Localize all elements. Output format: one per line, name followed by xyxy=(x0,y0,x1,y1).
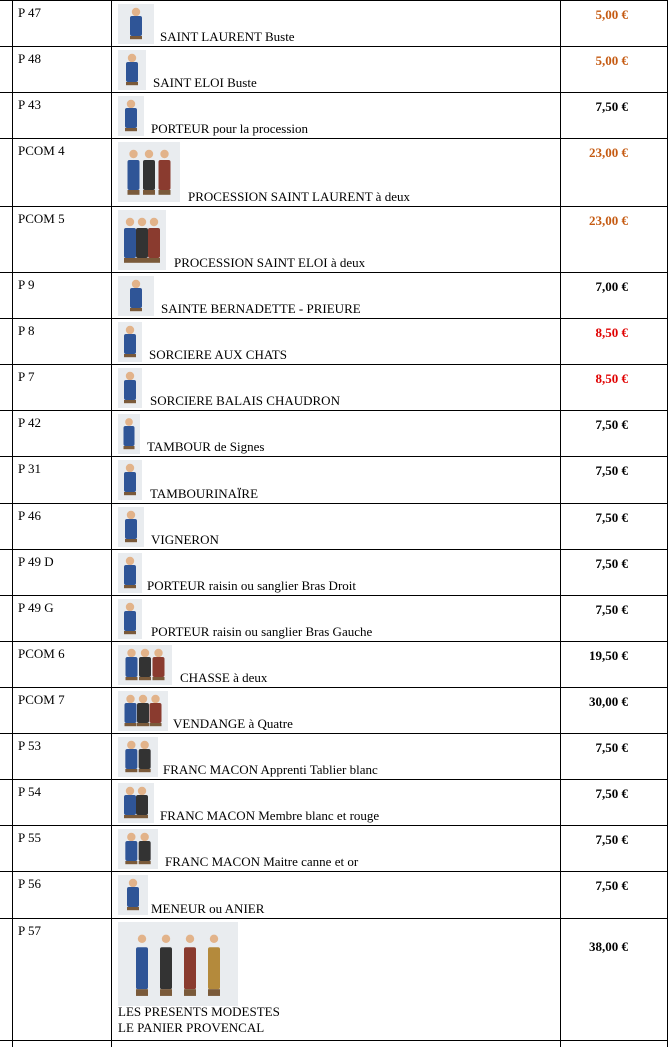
standing-figurine-icon xyxy=(118,599,142,644)
column-divider xyxy=(12,273,13,319)
table-row xyxy=(0,46,668,92)
column-divider xyxy=(12,826,13,872)
column-divider xyxy=(560,457,561,504)
group-figurine-icon xyxy=(118,691,168,736)
column-divider xyxy=(111,139,112,207)
product-code: P 53 xyxy=(18,738,41,753)
table-row xyxy=(0,825,668,871)
table-row xyxy=(0,410,668,456)
column-divider xyxy=(560,872,561,919)
column-divider xyxy=(12,93,13,139)
column-divider xyxy=(111,826,112,872)
product-label: MENEUR ou ANIER xyxy=(151,901,265,916)
group-figurine-icon xyxy=(118,142,180,207)
column-divider xyxy=(560,139,561,207)
column-divider xyxy=(12,919,13,1041)
pair-figurine-icon xyxy=(118,737,158,782)
product-price: 8,50 € xyxy=(595,325,628,340)
table-row xyxy=(0,92,668,138)
column-divider xyxy=(12,504,13,550)
table-row xyxy=(0,206,668,272)
seated-figurine-icon xyxy=(118,276,154,321)
column-divider xyxy=(111,457,112,504)
column-divider xyxy=(560,642,561,688)
column-divider xyxy=(560,1041,561,1047)
table-row xyxy=(0,641,668,687)
product-price: 7,50 € xyxy=(595,832,628,847)
standing-figurine-icon xyxy=(118,96,144,141)
product-code: P 47 xyxy=(18,5,41,20)
table-row xyxy=(0,733,668,779)
product-label: FRANC MACON Apprenti Tablier blanc xyxy=(163,762,378,777)
product-label: VIGNERON xyxy=(151,532,219,547)
column-divider xyxy=(111,47,112,93)
product-code: PCOM 7 xyxy=(18,692,65,707)
column-divider xyxy=(12,207,13,273)
table-row xyxy=(0,318,668,364)
product-price: 5,00 € xyxy=(595,7,628,22)
column-divider xyxy=(111,688,112,734)
table-row xyxy=(0,687,668,733)
standing-figurine-icon xyxy=(118,322,142,367)
column-divider xyxy=(12,734,13,780)
standing-figurine-icon xyxy=(118,368,142,413)
product-price: 30,00 € xyxy=(589,694,628,709)
column-divider xyxy=(12,550,13,596)
product-label: PROCESSION SAINT LAURENT à deux xyxy=(188,189,410,204)
product-label: SAINT ELOI Buste xyxy=(153,75,257,90)
product-price: 7,50 € xyxy=(595,417,628,432)
column-divider xyxy=(560,319,561,365)
column-divider xyxy=(560,596,561,642)
column-divider xyxy=(111,780,112,826)
product-price: 23,00 € xyxy=(589,213,628,228)
product-code: P 56 xyxy=(18,876,41,891)
product-code: P 49 D xyxy=(18,554,54,569)
column-divider xyxy=(560,47,561,93)
bust-figurine-icon xyxy=(118,4,154,49)
table-row xyxy=(0,503,668,549)
product-price: 7,50 € xyxy=(595,99,628,114)
column-divider xyxy=(111,319,112,365)
column-divider xyxy=(111,1,112,47)
product-price: 7,50 € xyxy=(595,556,628,571)
column-divider xyxy=(12,642,13,688)
product-price: 7,50 € xyxy=(595,463,628,478)
table-row xyxy=(0,0,668,46)
column-divider xyxy=(12,1041,13,1047)
column-divider xyxy=(111,872,112,919)
product-price: 19,50 € xyxy=(589,648,628,663)
product-label: SAINT LAURENT Buste xyxy=(160,29,295,44)
product-code: P 9 xyxy=(18,277,35,292)
product-code: P 43 xyxy=(18,97,41,112)
column-divider xyxy=(111,207,112,273)
column-divider xyxy=(560,826,561,872)
product-label: CHASSE à deux xyxy=(180,670,268,685)
product-code: P 54 xyxy=(18,784,41,799)
table-row xyxy=(0,456,668,503)
table-row xyxy=(0,549,668,595)
column-divider xyxy=(12,365,13,411)
standing-figurine-icon xyxy=(118,460,142,505)
product-code: P 31 xyxy=(18,461,41,476)
column-divider xyxy=(111,273,112,319)
column-divider xyxy=(111,919,112,1041)
product-price: 7,50 € xyxy=(595,510,628,525)
column-divider xyxy=(12,688,13,734)
product-code: P 46 xyxy=(18,508,41,523)
product-code: P 57 xyxy=(18,923,41,938)
column-divider xyxy=(111,93,112,139)
column-divider xyxy=(560,273,561,319)
product-label: FRANC MACON Membre blanc et rouge xyxy=(160,808,380,823)
product-code: PCOM 6 xyxy=(18,646,65,661)
column-divider xyxy=(560,550,561,596)
column-divider xyxy=(12,872,13,919)
product-code: P 8 xyxy=(18,323,35,338)
column-divider xyxy=(111,504,112,550)
column-divider xyxy=(12,457,13,504)
pair-figurine-icon xyxy=(118,783,154,828)
product-label: PORTEUR raisin ou sanglier Bras Droit xyxy=(147,578,357,593)
column-divider xyxy=(12,319,13,365)
column-divider xyxy=(560,207,561,273)
table-row xyxy=(0,272,668,318)
group-figurine-icon xyxy=(118,645,172,690)
product-code: P 55 xyxy=(18,830,41,845)
product-code: P 7 xyxy=(18,369,35,384)
product-price: 5,00 € xyxy=(595,53,628,68)
column-divider xyxy=(12,411,13,457)
column-divider xyxy=(111,1041,112,1047)
product-label: SORCIERE BALAIS CHAUDRON xyxy=(150,393,340,408)
product-label: PORTEUR pour la procession xyxy=(151,121,309,136)
product-label: SORCIERE AUX CHATS xyxy=(149,347,287,362)
product-code: P 48 xyxy=(18,51,41,66)
table-row xyxy=(0,871,668,918)
product-label: LES PRESENTS MODESTES xyxy=(118,1004,280,1019)
column-divider xyxy=(111,734,112,780)
standing-figurine-icon xyxy=(118,553,142,598)
product-price: 7,50 € xyxy=(595,786,628,801)
product-label: TAMBOURINAÏRE xyxy=(150,486,259,501)
bust-figurine-icon xyxy=(118,50,146,95)
column-divider xyxy=(111,365,112,411)
column-divider xyxy=(12,780,13,826)
product-code: P 42 xyxy=(18,415,41,430)
product-price: 38,00 € xyxy=(589,939,628,954)
column-divider xyxy=(560,365,561,411)
standing-figurine-icon xyxy=(118,875,148,920)
product-code: PCOM 5 xyxy=(18,211,65,226)
column-divider xyxy=(111,550,112,596)
column-divider xyxy=(560,780,561,826)
table-row xyxy=(0,364,668,410)
column-divider xyxy=(560,93,561,139)
group-figurine-icon xyxy=(118,210,166,275)
large-group-figurine-icon xyxy=(118,922,238,1011)
product-price: 7,50 € xyxy=(595,878,628,893)
product-label-line2: LE PANIER PROVENCAL xyxy=(118,1020,265,1035)
table-row xyxy=(0,779,668,825)
product-label: TAMBOUR de Signes xyxy=(147,439,265,454)
table-row xyxy=(0,595,668,641)
product-price: 7,00 € xyxy=(595,279,628,294)
column-divider xyxy=(12,1,13,47)
column-divider xyxy=(12,47,13,93)
column-divider xyxy=(12,139,13,207)
pair-figurine-icon xyxy=(118,829,158,874)
column-divider xyxy=(560,734,561,780)
standing-figurine-icon xyxy=(118,414,140,459)
column-divider xyxy=(560,411,561,457)
product-label: SAINTE BERNADETTE - PRIEURE xyxy=(161,301,361,316)
product-label: PORTEUR raisin ou sanglier Bras Gauche xyxy=(151,624,373,639)
column-divider xyxy=(560,1,561,47)
column-divider xyxy=(560,919,561,1041)
product-label: PROCESSION SAINT ELOI à deux xyxy=(174,255,366,270)
product-label: VENDANGE à Quatre xyxy=(173,716,293,731)
product-price: 8,50 € xyxy=(595,371,628,386)
product-price: 7,50 € xyxy=(595,602,628,617)
table-row xyxy=(0,918,668,1040)
standing-figurine-icon xyxy=(118,507,144,552)
product-code: PCOM 4 xyxy=(18,143,65,158)
product-price: 23,00 € xyxy=(589,145,628,160)
column-divider xyxy=(111,596,112,642)
product-price: 7,50 € xyxy=(595,740,628,755)
table-row xyxy=(0,138,668,206)
column-divider xyxy=(560,688,561,734)
column-divider xyxy=(560,504,561,550)
table-row xyxy=(0,1040,668,1046)
column-divider xyxy=(111,411,112,457)
product-label: FRANC MACON Maitre canne et or xyxy=(165,854,359,869)
product-code: P 49 G xyxy=(18,600,54,615)
column-divider xyxy=(12,596,13,642)
column-divider xyxy=(111,642,112,688)
